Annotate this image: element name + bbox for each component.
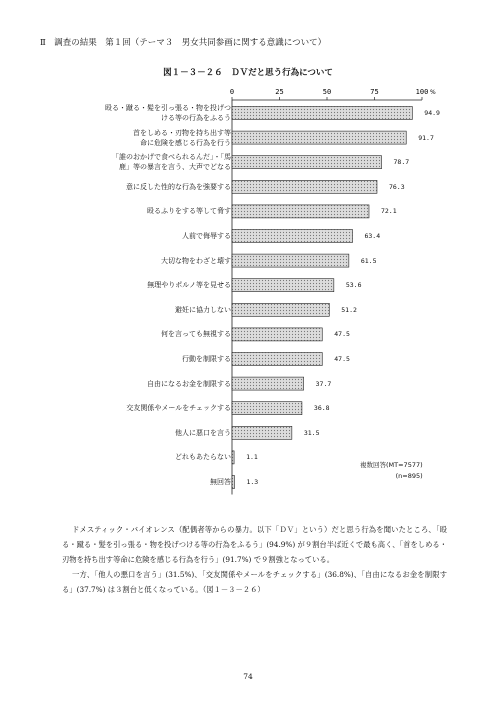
bar	[232, 353, 322, 366]
bar	[232, 476, 234, 489]
category-label-line: 命に危険を感じる行為を行う	[140, 138, 231, 147]
bar	[232, 451, 234, 464]
bar-value-label: 94.9	[424, 109, 440, 117]
category-label-line: 殴るふりをする等して脅す	[147, 207, 231, 216]
bar	[232, 426, 292, 439]
bar-value-label: 61.5	[360, 256, 377, 265]
bar	[232, 180, 377, 193]
bar-value-label: 78.7	[393, 158, 410, 167]
bar-value-label: 31.5	[303, 428, 320, 437]
category-label-line: 鹿」等の暴言を言う、大声でどなる	[119, 163, 231, 172]
category-label	[175, 428, 231, 438]
bar	[232, 328, 322, 341]
category-label	[182, 354, 231, 364]
bar-value-label: 1.1	[246, 453, 258, 462]
category-label-line: 自由になるお金を制限する	[147, 379, 231, 388]
category-label	[147, 280, 231, 290]
category-label	[175, 305, 231, 315]
x-tick-label: 25	[275, 88, 284, 96]
category-label-line: 「誰のおかげで食べられるんだ」・「馬	[112, 153, 231, 162]
category-label-line: ける等の行為をふるう	[161, 114, 231, 122]
category-label-line: 避妊に協力しない	[175, 305, 231, 314]
category-label	[126, 182, 231, 192]
bar-value-label: 53.6	[345, 281, 362, 290]
bar-value-label: 72.1	[380, 207, 397, 216]
bar-value-label: 1.3	[246, 478, 259, 486]
category-label-line: 大切な物をわざと壊す	[161, 256, 231, 265]
bar-value-label: 63.4	[364, 232, 381, 240]
bar-value-label: 91.7	[418, 133, 434, 142]
x-tick-label: 0	[229, 88, 235, 96]
category-label-line: 首をしめる・刃物を持ち出す等	[133, 128, 231, 137]
chart-note	[360, 460, 423, 482]
bar	[232, 131, 406, 144]
category-label-line: 行動を制限する	[182, 355, 231, 363]
category-label	[175, 452, 231, 462]
bar	[232, 402, 302, 415]
x-tick-label: 100	[415, 88, 429, 96]
bar	[232, 279, 334, 292]
category-label-line: 殴る・蹴る・髪を引っ張る・物を投げつ	[105, 104, 231, 112]
x-tick-label: 75	[370, 88, 379, 96]
bar	[232, 230, 352, 243]
category-label	[126, 403, 231, 413]
category-label	[147, 379, 231, 389]
note-line-2: (n=895)	[395, 472, 423, 480]
bar	[232, 254, 349, 267]
bar-value-label: 51.2	[341, 305, 357, 314]
category-label-line: 何を言っても無視する	[161, 330, 231, 339]
category-label-line: 人前で侮辱する	[182, 232, 231, 240]
category-label-line: 無理やりポルノ等を見せる	[147, 281, 231, 290]
category-label	[210, 477, 231, 487]
category-label	[147, 206, 231, 216]
category-label	[112, 152, 231, 172]
category-label	[182, 231, 231, 241]
bar-value-label: 47.5	[334, 355, 350, 363]
category-label-line: どれもあたらない	[175, 453, 231, 462]
category-label	[161, 256, 231, 266]
page-number: 74	[243, 672, 253, 681]
category-label-line: 無回答	[210, 478, 231, 486]
category-label-line: 意に反した性的な行為を強要する	[126, 182, 231, 191]
x-tick-label: 50	[322, 88, 332, 96]
bar-value-label: 47.5	[334, 330, 350, 339]
figure-title: 図１－３－２６ ＤＶだと思う行為について	[163, 68, 333, 78]
category-label-line: 他人に悪口を言う	[175, 428, 231, 437]
bar-value-label: 76.3	[388, 182, 405, 191]
bar	[232, 107, 412, 120]
body-text	[62, 522, 447, 597]
x-unit-label: %	[430, 89, 436, 96]
bar-value-label: 36.8	[313, 404, 330, 413]
category-label	[133, 128, 231, 148]
category-label	[161, 329, 231, 339]
bar	[232, 303, 329, 316]
category-label	[105, 103, 231, 123]
bar	[232, 377, 304, 390]
bar	[232, 156, 382, 169]
bar	[232, 205, 369, 218]
body-paragraph-1: ドメスティック・バイオレンス（配偶者等からの暴力。以下「ＤＶ」という）だと思う行為を聞いたところ、「殴る・蹴る・髪を引っ張る・物を投げつける等の行為をふるう」(94.9%) が９割台半ば近くで最も高く、「首をしめる・刃物を持ち出す等命に危険を感じる行為を行う」(91.7%) で９割強となっている。	[62, 525, 447, 564]
category-label-line: 交友関係やメールをチェックする	[126, 404, 231, 413]
page-header: Ⅱ 調査の結果 第１回（テーマ３ 男女共同参画に関する意識について）	[40, 38, 327, 48]
bar-value-label: 37.7	[315, 379, 332, 388]
body-paragraph-2: 一方、「他人の悪口を言う」(31.5%)、「交友関係やメールをチェックする」(36.8%)、「自由になるお金を制限する」(37.7%) は３割台と低くなっている。（図１－３－２６）	[62, 570, 447, 594]
note-line-1: 複数回答(MT=7577)	[360, 461, 423, 469]
